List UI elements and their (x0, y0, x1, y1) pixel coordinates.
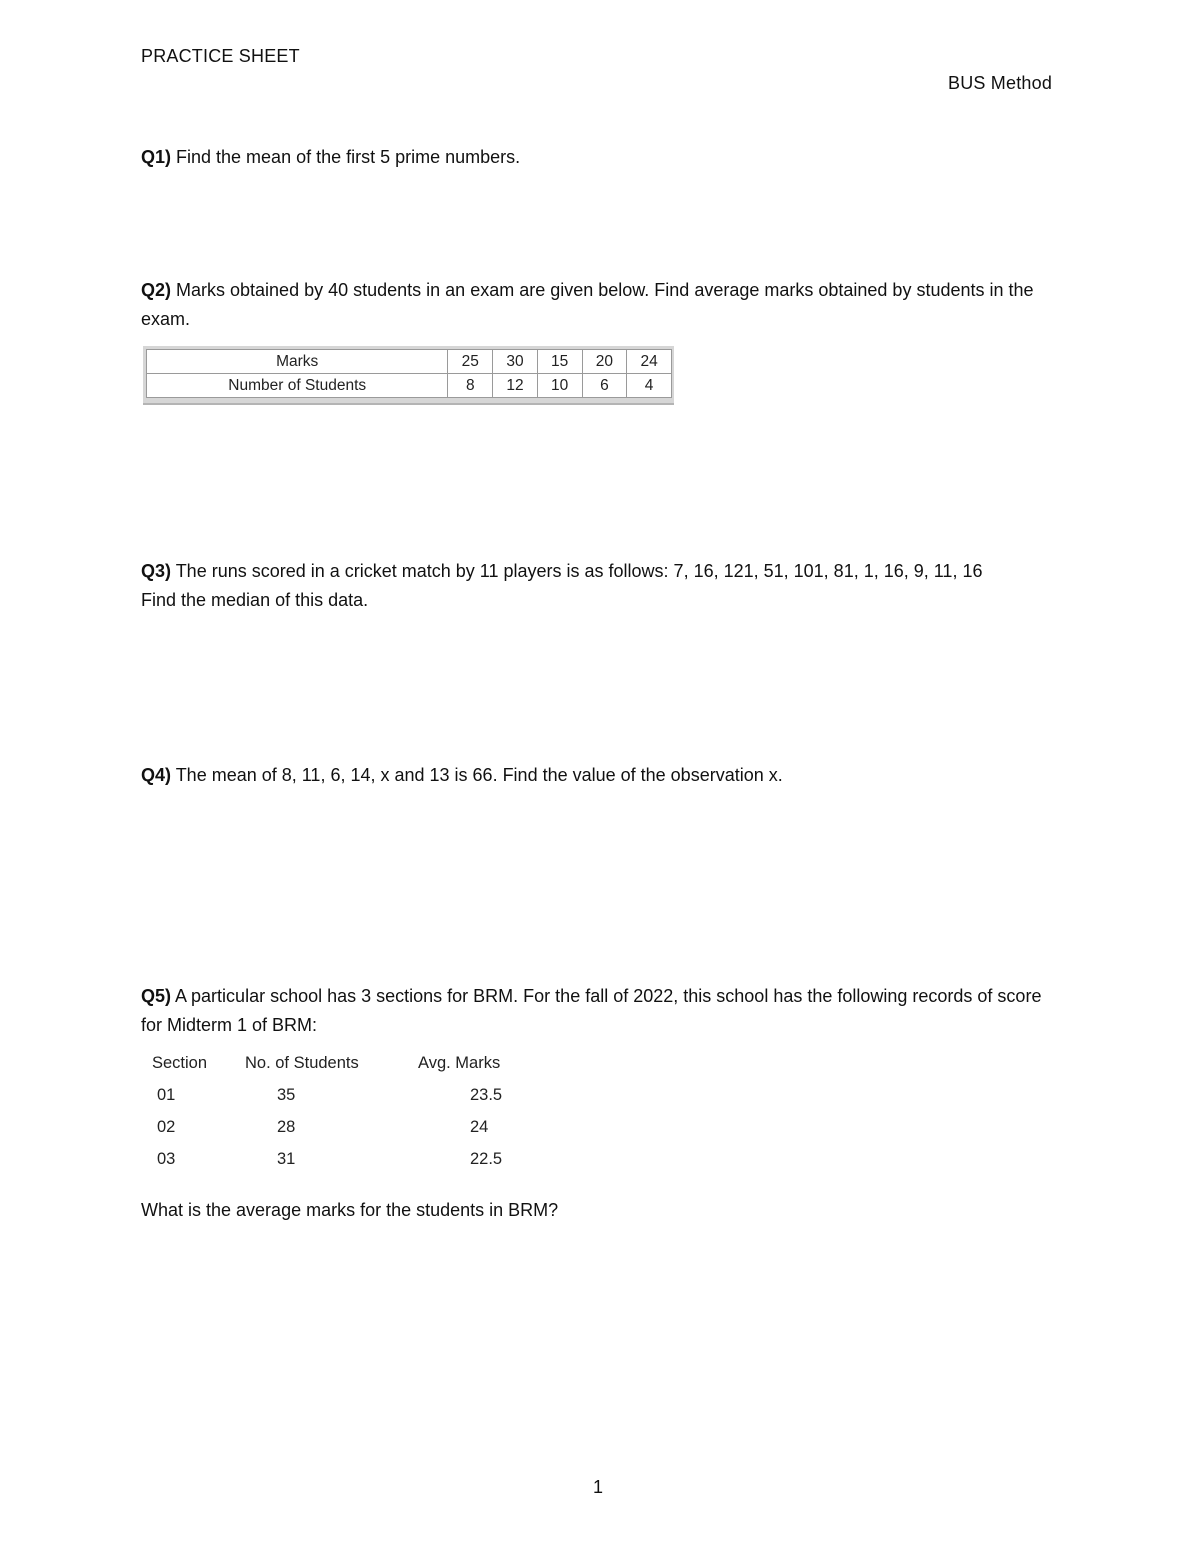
question-2-text: Marks obtained by 40 students in an exam are given below. Find average marks obtained by students in the exam. (141, 280, 1034, 329)
marks-row-header: Marks (147, 350, 448, 374)
students-cell: 6 (582, 374, 627, 398)
table-row (152, 1114, 552, 1146)
question-3-label: Q3) (141, 561, 172, 581)
students-cell: 35 (277, 1086, 296, 1104)
avg-marks-cell: 23.5 (470, 1086, 503, 1104)
marks-table (146, 349, 672, 398)
column-header-section: Section (152, 1054, 208, 1072)
question-1 (141, 143, 1066, 172)
students-cell: 31 (277, 1150, 296, 1168)
question-5 (141, 982, 1066, 1040)
students-row (147, 374, 672, 398)
question-4-text: The mean of 8, 11, 6, 14, x and 13 is 66. Find the value of the observation x. (171, 765, 783, 785)
question-3 (141, 557, 1066, 615)
question-1-label: Q1) (141, 147, 172, 167)
section-cell: 03 (157, 1150, 176, 1168)
column-header-students: No. of Students (245, 1054, 359, 1072)
marks-table-image (143, 346, 674, 405)
students-cell: 10 (537, 374, 582, 398)
question-3-line-1 (141, 557, 1066, 586)
question-2-label: Q2) (141, 280, 172, 300)
question-1-text: Find the mean of the first 5 prime numbers. (171, 147, 521, 167)
question-3-text: The runs scored in a cricket match by 11 players is as follows: 7, 16, 121, 51, 101, 81, 1, 16, 9, 11, 16 (171, 561, 983, 581)
question-4-label: Q4) (141, 765, 172, 785)
marks-row (147, 350, 672, 374)
avg-marks-cell: 24 (470, 1118, 489, 1136)
marks-cell: 25 (448, 350, 493, 374)
section-cell: 02 (157, 1118, 176, 1136)
table-row (152, 1146, 552, 1178)
marks-cell: 20 (582, 350, 627, 374)
question-5-follow-up: What is the average marks for the students in BRM? (141, 1200, 559, 1220)
header-left-title: PRACTICE SHEET (141, 46, 300, 66)
sections-table-header (152, 1050, 552, 1082)
question-3-line-2: Find the median of this data. (141, 590, 369, 610)
question-5-label: Q5) (141, 986, 172, 1006)
marks-cell: 15 (537, 350, 582, 374)
column-header-avg-marks: Avg. Marks (418, 1054, 501, 1072)
question-4 (141, 761, 1066, 790)
question-2 (141, 276, 1066, 334)
students-cell: 28 (277, 1118, 296, 1136)
header-right-title: BUS Method (948, 73, 1053, 93)
avg-marks-cell: 22.5 (470, 1150, 503, 1168)
marks-cell: 30 (493, 350, 538, 374)
question-5-text: A particular school has 3 sections for BRM. For the fall of 2022, this school has the following records of score for Midterm 1 of BRM: (141, 986, 1042, 1035)
section-cell: 01 (157, 1086, 176, 1104)
students-cell: 12 (493, 374, 538, 398)
students-cell: 8 (448, 374, 493, 398)
students-row-header: Number of Students (147, 374, 448, 398)
sections-table (152, 1050, 552, 1178)
page-number: 1 (593, 1477, 604, 1497)
table-row (152, 1082, 552, 1114)
students-cell: 4 (627, 374, 672, 398)
marks-cell: 24 (627, 350, 672, 374)
